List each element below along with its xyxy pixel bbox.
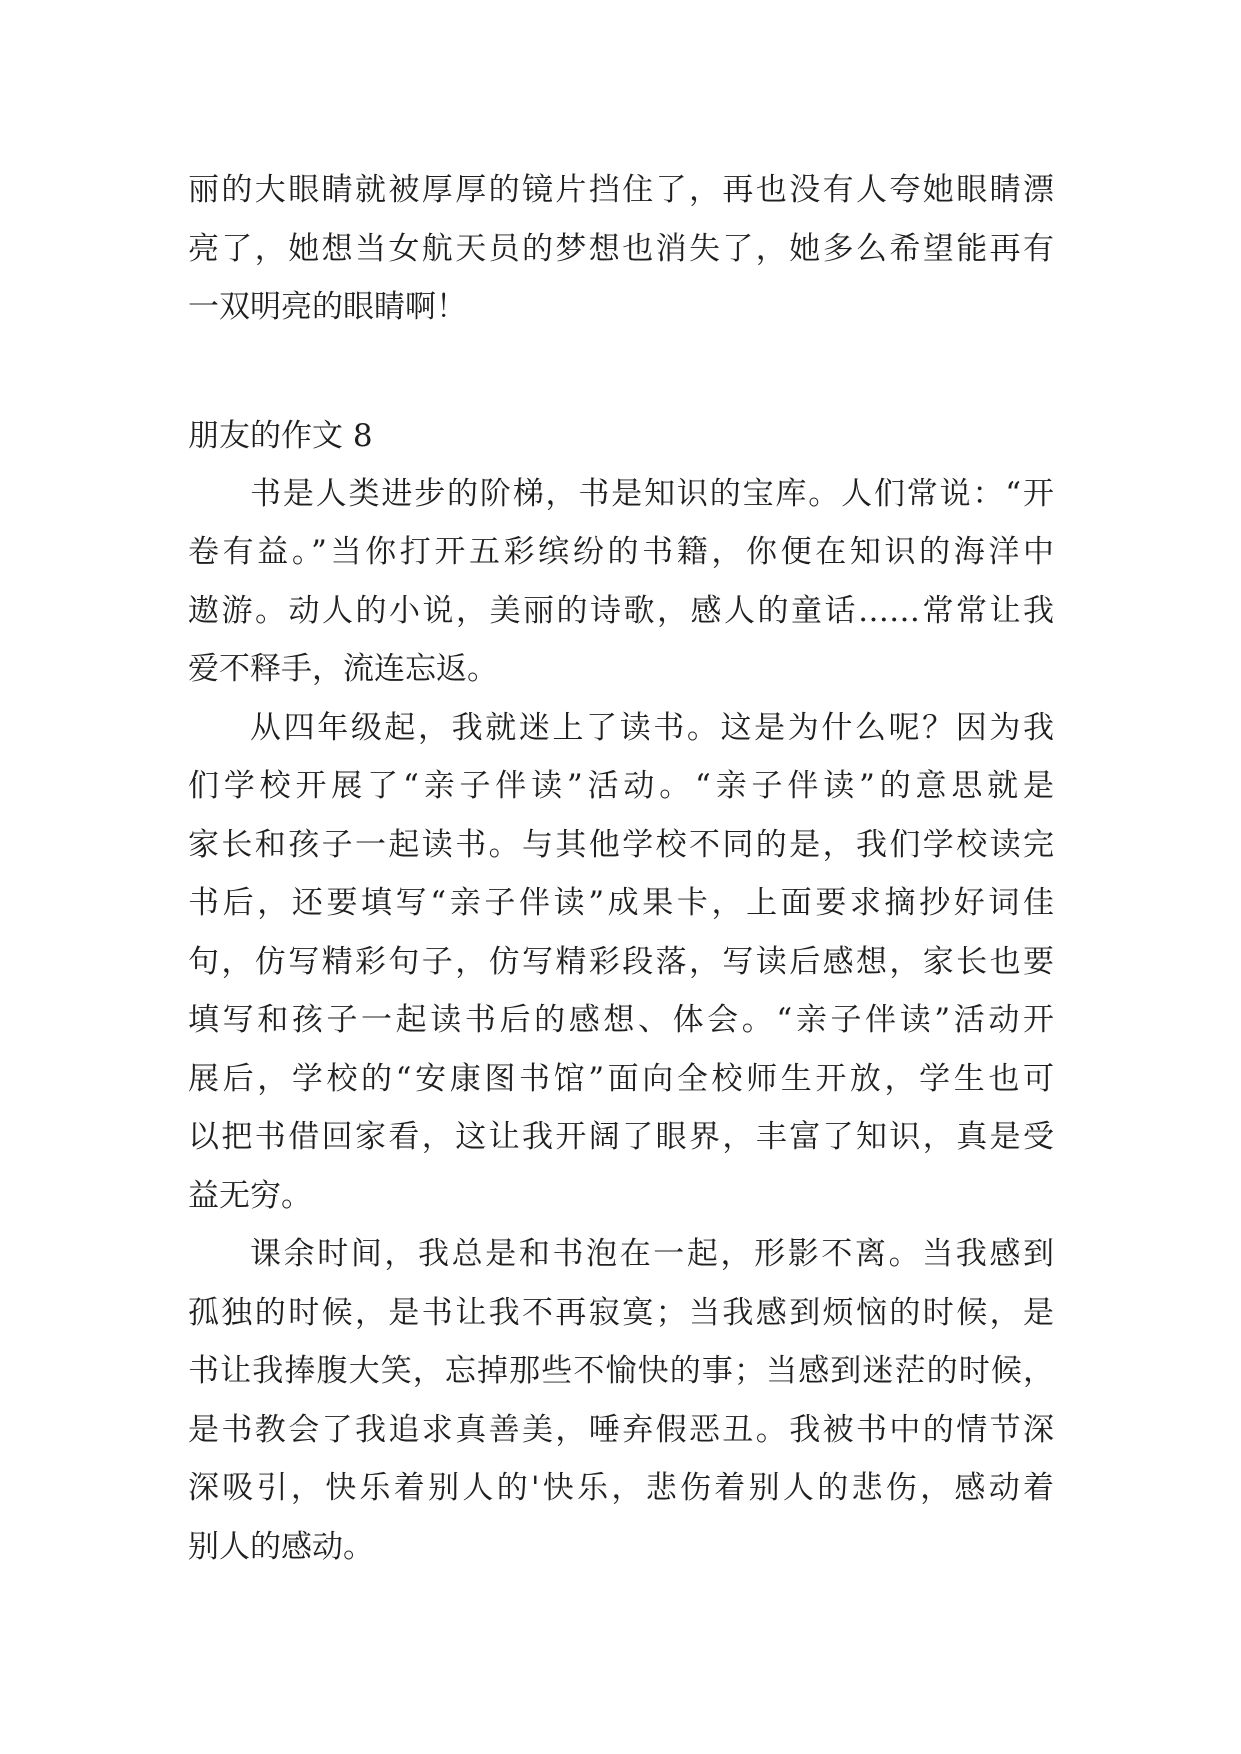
text-line: 展后，学校的“安康图书馆”面向全校师生开放，学生也可 (188, 1060, 1054, 1097)
section-title: 朋友的作文 8 (188, 417, 373, 454)
text-line: 书后，还要填写“亲子伴读”成果卡，上面要求摘抄好词佳 (188, 885, 1054, 921)
paragraph-2 (188, 699, 1054, 1226)
paragraph-gap (188, 337, 1054, 407)
text-line: 一双明亮的眼睛啊！ (188, 289, 467, 325)
text-line: 填写和孩子一起读书后的感想、体会。“亲子伴读”活动开 (188, 1002, 1054, 1038)
text-line: 从四年级起，我就迷上了读书。这是为什么呢？因为我 (250, 709, 1054, 746)
text-line: 爱不释手，流连忘返。 (188, 651, 498, 687)
text-line: 卷有益。”当你打开五彩缤纷的书籍，你便在知识的海洋中 (188, 534, 1054, 570)
continuation-paragraph (188, 161, 1054, 337)
text-line: 书让我捧腹大笑，忘掉那些不愉快的事；当感到迷茫的时候， (188, 1353, 1054, 1389)
text-line: 孤独的时候，是书让我不再寂寞；当我感到烦恼的时候，是 (188, 1294, 1054, 1331)
document-body (188, 161, 1054, 1576)
text-line: 是书教会了我追求真善美，唾弃假恶丑。我被书中的情节深 (188, 1411, 1054, 1448)
text-line: 课余时间，我总是和书泡在一起，形影不离。当我感到 (250, 1236, 1054, 1272)
paragraph-3 (188, 1225, 1054, 1576)
text-line: 亮了，她想当女航天员的梦想也消失了，她多么希望能再有 (188, 230, 1054, 267)
text-line: 以把书借回家看，这让我开阔了眼界，丰富了知识，真是受 (188, 1119, 1054, 1155)
paragraph-1 (188, 465, 1054, 699)
text-line: 们学校开展了“亲子伴读”活动。“亲子伴读”的意思就是 (188, 768, 1054, 804)
text-line: 别人的感动。 (188, 1528, 374, 1565)
text-line: 深吸引，快乐着别人的'快乐，悲伤着别人的悲伤，感动着 (188, 1470, 1054, 1506)
text-line: 丽的大眼睛就被厚厚的镜片挡住了，再也没有人夸她眼睛漂 (188, 172, 1054, 208)
text-line: 家长和孩子一起读书。与其他学校不同的是，我们学校读完 (188, 826, 1054, 863)
text-line: 遨游。动人的小说，美丽的诗歌，感人的童话……常常让我 (188, 592, 1054, 629)
text-line: 书是人类进步的阶梯，书是知识的宝库。人们常说：“开 (250, 475, 1054, 512)
text-line: 益无穷。 (188, 1177, 312, 1214)
text-line: 句，仿写精彩句子，仿写精彩段落，写读后感想，家长也要 (188, 943, 1054, 980)
